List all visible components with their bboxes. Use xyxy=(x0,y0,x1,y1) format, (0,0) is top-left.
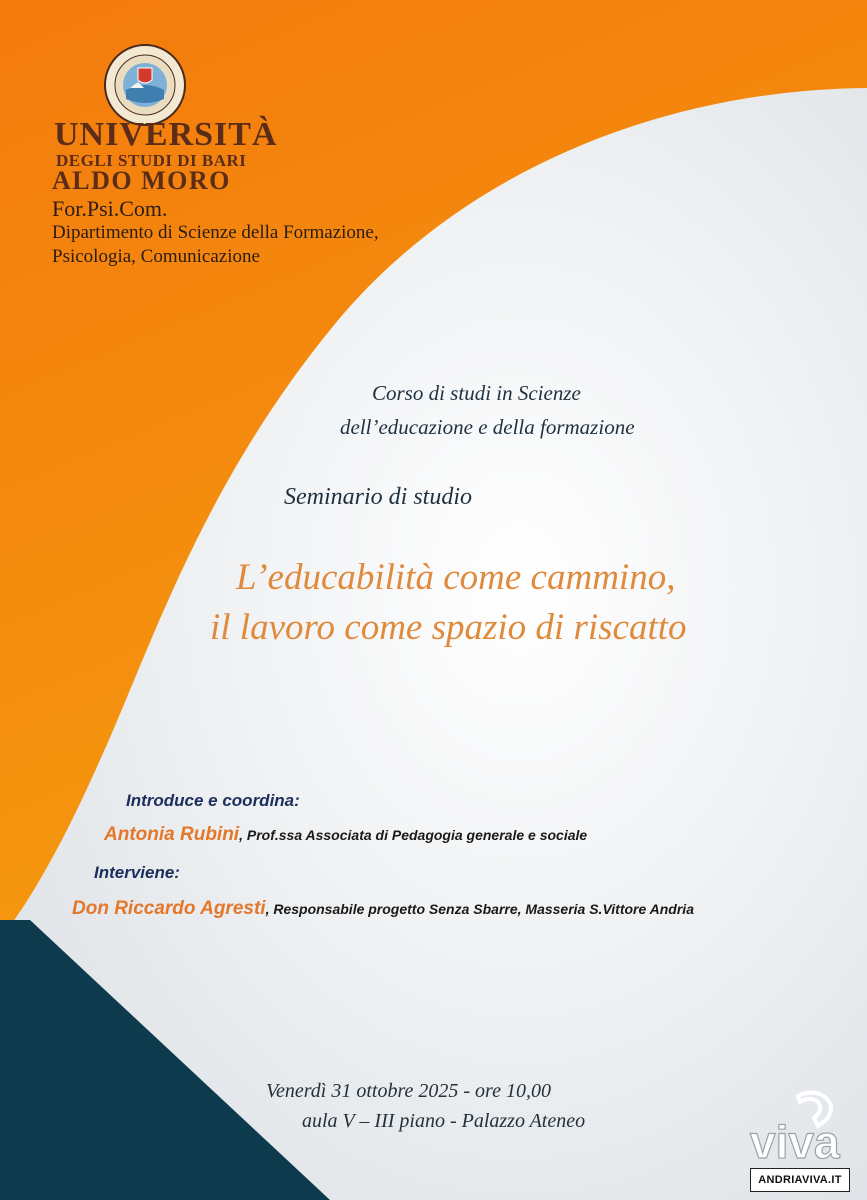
viva-logo-icon xyxy=(748,1086,854,1168)
course-line-2: dell’educazione e della formazione xyxy=(340,415,635,439)
coordinator-name: Antonia Rubini xyxy=(104,824,240,845)
speaker-name: Don Riccardo Agresti xyxy=(72,898,266,919)
university-name-aldo-moro: ALDO MORO xyxy=(52,166,231,195)
coordinator-row xyxy=(104,824,587,846)
department-line-1: Dipartimento di Scienze della Formazione, xyxy=(52,222,379,243)
department-code: For.Psi.Com. xyxy=(52,196,168,221)
event-venue: aula V – III piano - Palazzo Ateneo xyxy=(302,1110,586,1132)
viva-brand-text: viva xyxy=(750,1116,840,1168)
intro-label: Introduce e coordina: xyxy=(126,791,300,810)
speaker-description: , Responsabile progetto Senza Sbarre, Masseria S.Vittore Andria xyxy=(265,901,694,917)
event-type: Seminario di studio xyxy=(284,484,473,510)
university-seal-icon xyxy=(104,44,186,126)
speaker-row xyxy=(72,898,694,920)
event-date: Venerdì 31 ottobre 2025 - ore 10,00 xyxy=(266,1080,551,1102)
viva-site-label[interactable]: ANDRIAVIVA.IT xyxy=(750,1168,850,1192)
title-line-1: L’educabilità come cammino, xyxy=(236,557,676,598)
university-subtitle: DEGLI STUDI DI BARI xyxy=(56,151,247,170)
university-name: UNIVERSITÀ xyxy=(54,116,278,153)
speaker-label: Interviene: xyxy=(94,863,180,882)
department-line-2: Psicologia, Comunicazione xyxy=(52,246,260,267)
coordinator-description: , Prof.ssa Associata di Pedagogia generale e sociale xyxy=(239,827,588,843)
course-line-1: Corso di studi in Scienze xyxy=(372,381,581,405)
title-line-2: il lavoro come spazio di riscatto xyxy=(210,607,687,648)
